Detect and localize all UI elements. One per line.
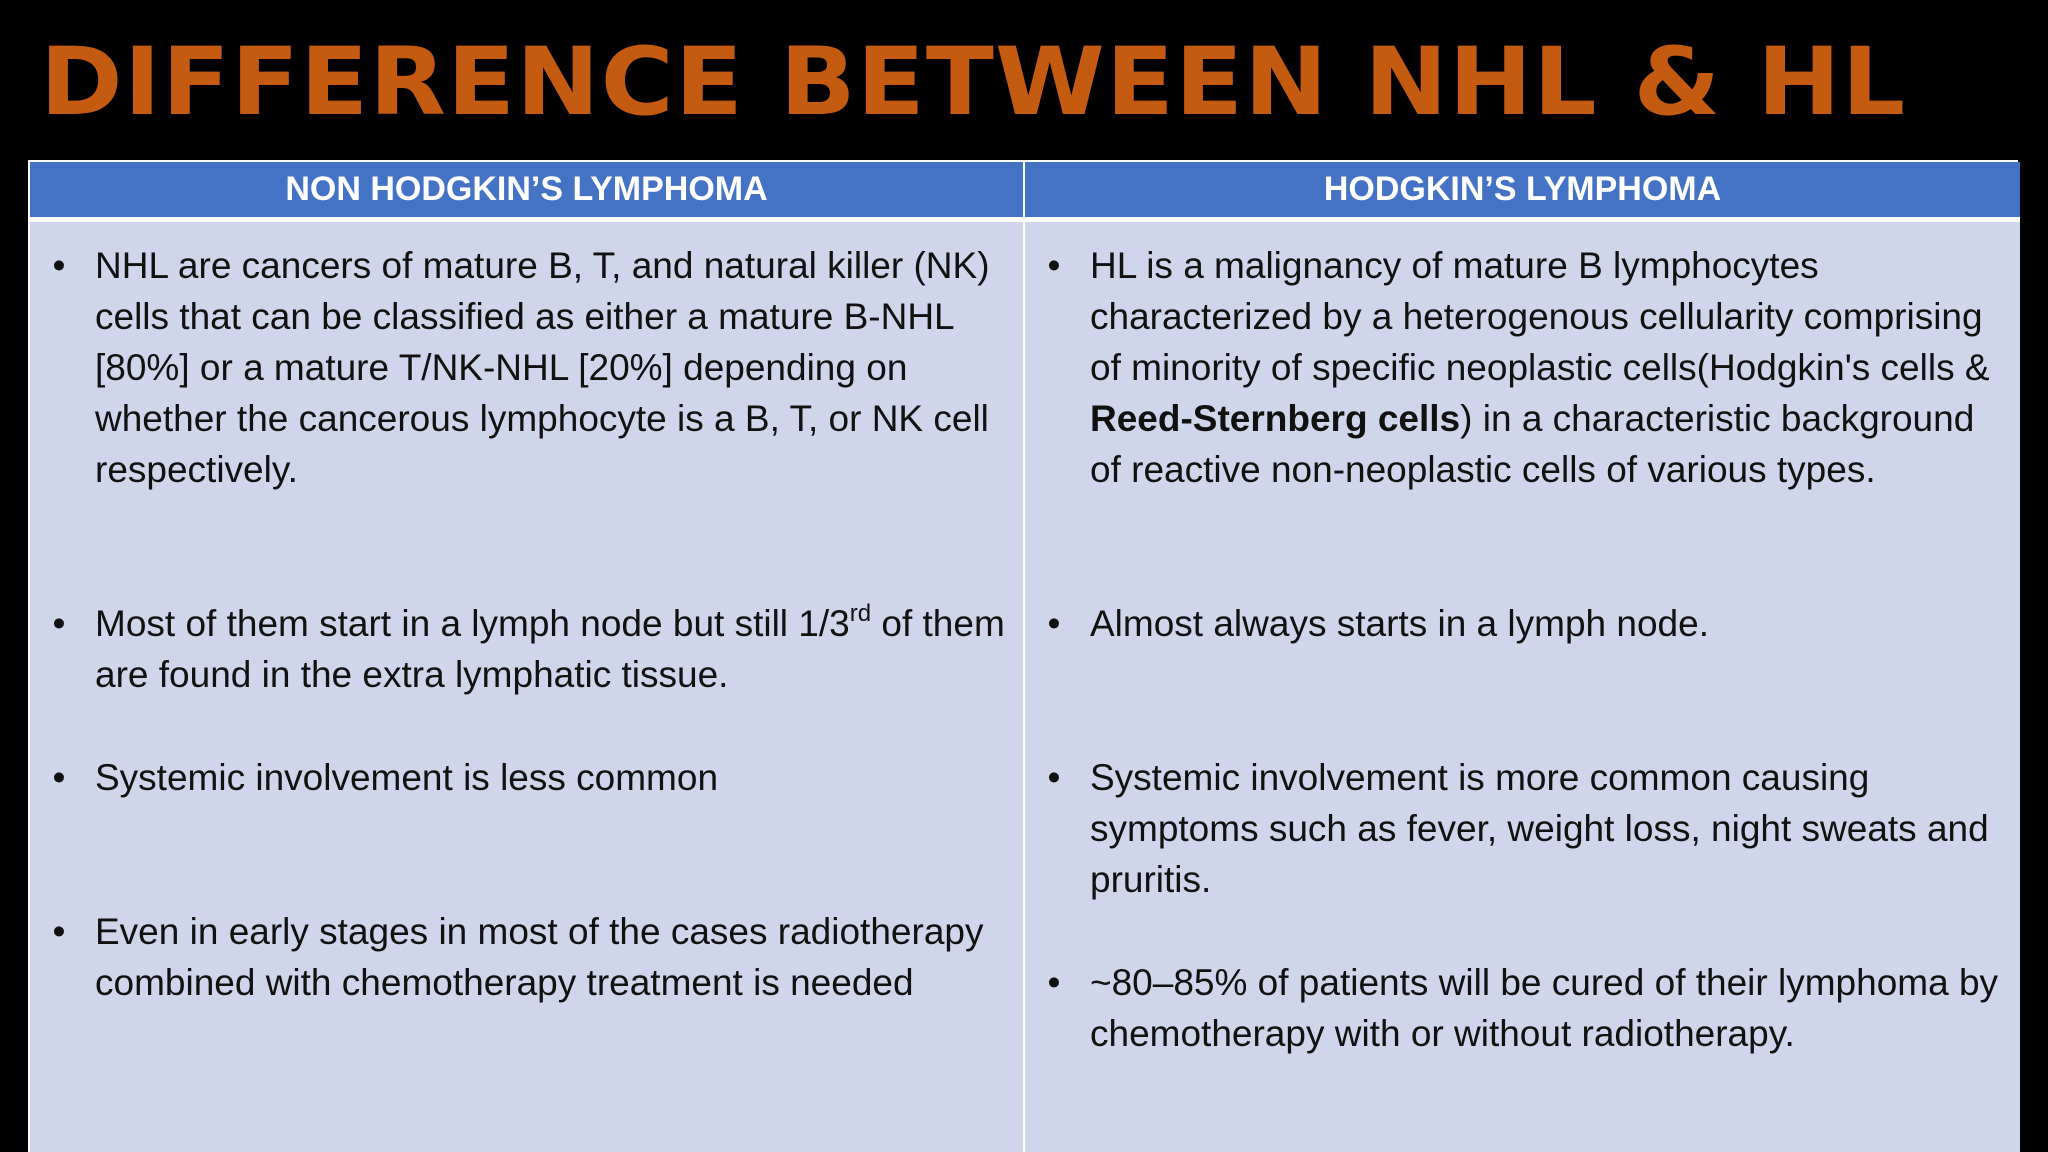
nhl-origin-text-b: of them are found in the extra lymphatic tissue.: [95, 603, 1005, 695]
slide-title: DIFFERENCE BETWEEN NHL & HL: [40, 28, 1907, 137]
nhl-systemic-text: Systemic involvement is less common: [95, 757, 719, 798]
bullet: •: [52, 603, 66, 644]
hl-item-systemic: [1025, 752, 2002, 905]
nhl-treatment-text: Even in early stages in most of the cases radiotherapy combined with chemotherapy treatment is needed: [95, 911, 984, 1003]
nhl-definition-text: NHL are cancers of mature B, T, and natural killer (NK) cells that can be classified as either a mature B-NHL [80%] or a mature T/NK-NHL [20%] depending on whether the cancerous lymphocyte is a B, T, or NK cell respectively.: [95, 245, 990, 490]
hl-definition-bold: Reed-Sternberg cells: [1090, 398, 1461, 439]
bullet: •: [1047, 603, 1061, 644]
comparison-table: [28, 160, 2018, 1152]
hl-systemic-text: Systemic involvement is more common causing symptoms such as fever, weight loss, night sweats and pruritis.: [1090, 757, 1989, 900]
cell-hl: [1025, 222, 2020, 1152]
header-nhl: NON HODGKIN’S LYMPHOMA: [30, 162, 1025, 222]
bullet: •: [52, 245, 66, 286]
header-hl: HODGKIN’S LYMPHOMA: [1025, 162, 2020, 222]
cell-nhl: [30, 222, 1025, 1152]
hl-definition-text-a: HL is a malignancy of mature B lymphocytes characterized by a heterogenous cellularity comprising of minority of specific neoplastic cells(Hodgkin's cells &: [1090, 245, 1990, 388]
hl-item-origin: [1025, 598, 2002, 649]
bullet: •: [1047, 245, 1061, 286]
hl-definition-text-b: ) in a characteristic background of reactive non-neoplastic cells of various types.: [1090, 398, 1975, 490]
hl-cure-text: ~80–85% of patients will be cured of their lymphoma by chemotherapy with or without radiotherapy.: [1090, 962, 1999, 1054]
hl-origin-text: Almost always starts in a lymph node.: [1090, 603, 1709, 644]
nhl-origin-sup: rd: [849, 599, 872, 627]
hl-item-cure: [1025, 957, 2002, 1059]
bullet: •: [1047, 962, 1061, 1003]
nhl-item-systemic: [30, 752, 1005, 803]
nhl-item-treatment: [30, 906, 1005, 1008]
nhl-item-origin: [30, 598, 1005, 700]
bullet: •: [1047, 757, 1061, 798]
bullet: •: [52, 757, 66, 798]
hl-item-definition: [1025, 240, 2002, 495]
nhl-item-definition: [30, 240, 1005, 495]
nhl-origin-text-a: Most of them start in a lymph node but still 1/3: [95, 603, 850, 644]
bullet: •: [52, 911, 66, 952]
